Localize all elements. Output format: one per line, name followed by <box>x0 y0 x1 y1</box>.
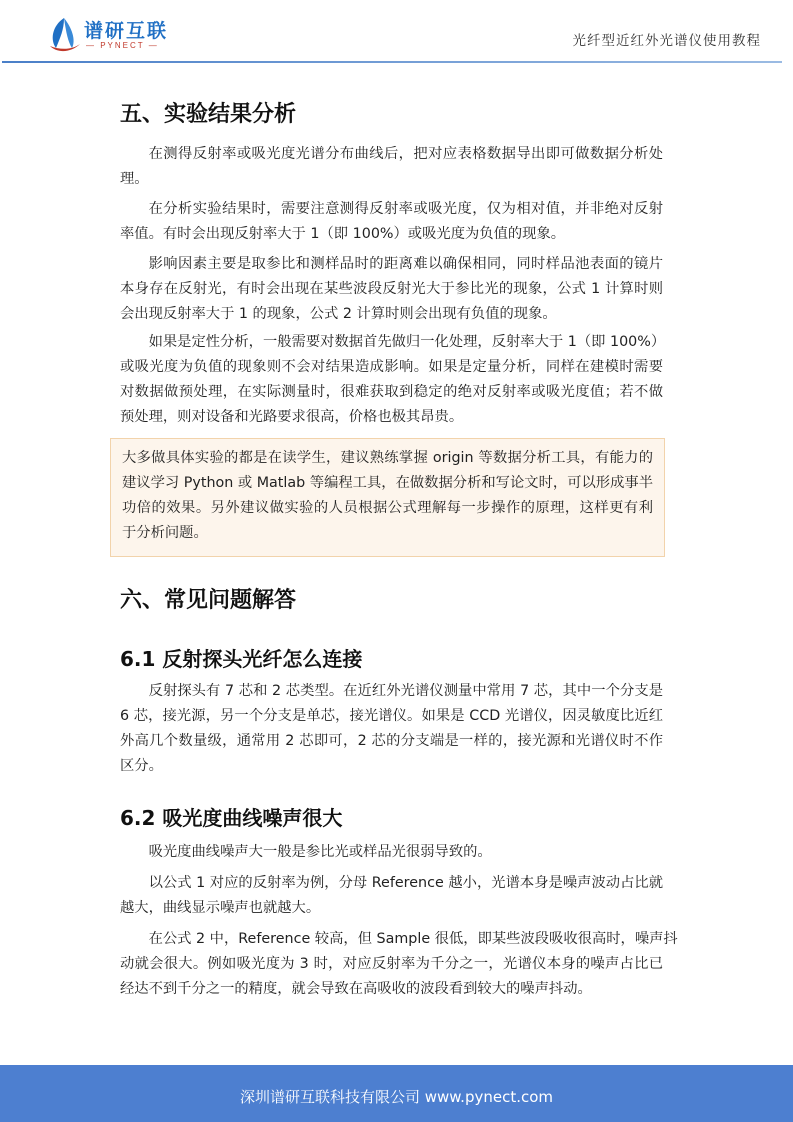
text-line: 影响因素主要是取参比和测样品时的距离难以确保相同，同时样品池表面的镜片 <box>148 256 663 272</box>
section-6-heading: 六、常见问题解答 <box>120 588 297 613</box>
text-line: 大多做具体实验的都是在读学生，建议熟练掌握 origin 等数据分析工具，有能力的 <box>122 450 653 466</box>
text-line: 动就会很大。例如吸光度为 3 时，对应反射率为千分之一，光谱仪本身的噪声占比已 <box>120 956 663 972</box>
logo-sail-icon <box>46 16 82 54</box>
text-line: 在分析实验结果时，需要注意测得反射率或吸光度，仅为相对值，并非绝对反射 <box>148 201 663 217</box>
subsection-6-1-heading: 6.1 反射探头光纤怎么连接 <box>120 647 363 671</box>
text-line: 以公式 1 对应的反射率为例，分母 Reference 越小，光谱本身是噪声波动占比就 <box>148 875 663 891</box>
paragraph <box>120 197 663 247</box>
text-line: 或吸光度为负值的现象则不会对结果造成影响。如果是定量分析，同样在建模时需要 <box>120 359 663 375</box>
text-line: 经达不到千分之一的精度，就会导致在高吸收的波段看到较大的噪声抖动。 <box>120 981 592 997</box>
text-line: 在公式 2 中，Reference 较高，但 Sample 很低，即某些波段吸收很高时，噪声抖 <box>148 931 678 947</box>
text-line: 外高几个数量级，通常用 2 芯即可，2 芯的分支端是一样的，接光源和光谱仪时不作 <box>120 733 663 749</box>
company-logo <box>46 16 176 56</box>
text-line: 反射探头有 7 芯和 2 芯类型。在近红外光谱仪测量中常用 7 芯，其中一个分支是 <box>148 683 663 699</box>
paragraph <box>120 142 663 192</box>
page-header <box>0 0 793 64</box>
subsection-6-2-heading: 6.2 吸光度曲线噪声很大 <box>120 806 343 830</box>
paragraph <box>120 330 666 430</box>
text-line: 本身存在反射光，有时会出现在某些波段反射光大于参比光的现象，公式 1 计算时则 <box>120 281 663 297</box>
tip-text <box>122 446 653 546</box>
tip-box <box>110 438 665 557</box>
text-line: 预处理，则对设备和光路要求很高，价格也极其昂贵。 <box>120 409 464 425</box>
text-line: 于分析问题。 <box>122 525 208 541</box>
text-line: 功倍的效果。另外建议做实验的人员根据公式理解每一步操作的原理，这样更有利 <box>122 500 653 516</box>
document-title: 光纤型近红外光谱仪使用教程 <box>572 33 761 49</box>
header-divider <box>2 61 782 63</box>
text-line: 如果是定性分析，一般需要对数据首先做归一化处理，反射率大于 1（即 100%） <box>148 334 666 350</box>
page-footer <box>0 1065 793 1122</box>
text-line: 会出现反射率大于 1 的现象，公式 2 计算时则会出现有负值的现象。 <box>120 306 557 322</box>
section-5-heading: 五、实验结果分析 <box>120 102 297 127</box>
text-line: 建议学习 Python 或 Matlab 等编程工具，在做数据分析和写论文时，可以形成事半 <box>122 475 653 491</box>
paragraph <box>120 871 663 921</box>
text-line: 吸光度曲线噪声大一般是参比光或样品光很弱导致的。 <box>148 844 492 860</box>
paragraph <box>120 252 663 327</box>
footer-company-text: 深圳谱研互联科技有限公司 www.pynect.com <box>239 1088 554 1106</box>
text-line: 越大，曲线显示噪声也就越大。 <box>120 900 321 916</box>
paragraph <box>120 927 678 1002</box>
text-line: 6 芯，接光源，另一个分支是单芯，接光谱仪。如果是 CCD 光谱仪，因灵敏度比近红 <box>120 708 663 724</box>
text-line: 区分。 <box>120 758 163 774</box>
text-line: 对数据做预处理，在实际测量时，很难获取到稳定的绝对反射率或吸光度值；若不做 <box>120 384 663 400</box>
logo-text-cn: 谱研互联 <box>84 20 169 42</box>
text-line: 在测得反射率或吸光度光谱分布曲线后，把对应表格数据导出即可做数据分析处 <box>148 146 663 162</box>
paragraph <box>120 840 663 865</box>
text-line: 率值。有时会出现反射率大于 1（即 100%）或吸光度为负值的现象。 <box>120 226 566 242</box>
paragraph <box>120 679 663 779</box>
text-line: 理。 <box>120 171 149 187</box>
logo-text-en: — PYNECT — <box>86 41 159 50</box>
